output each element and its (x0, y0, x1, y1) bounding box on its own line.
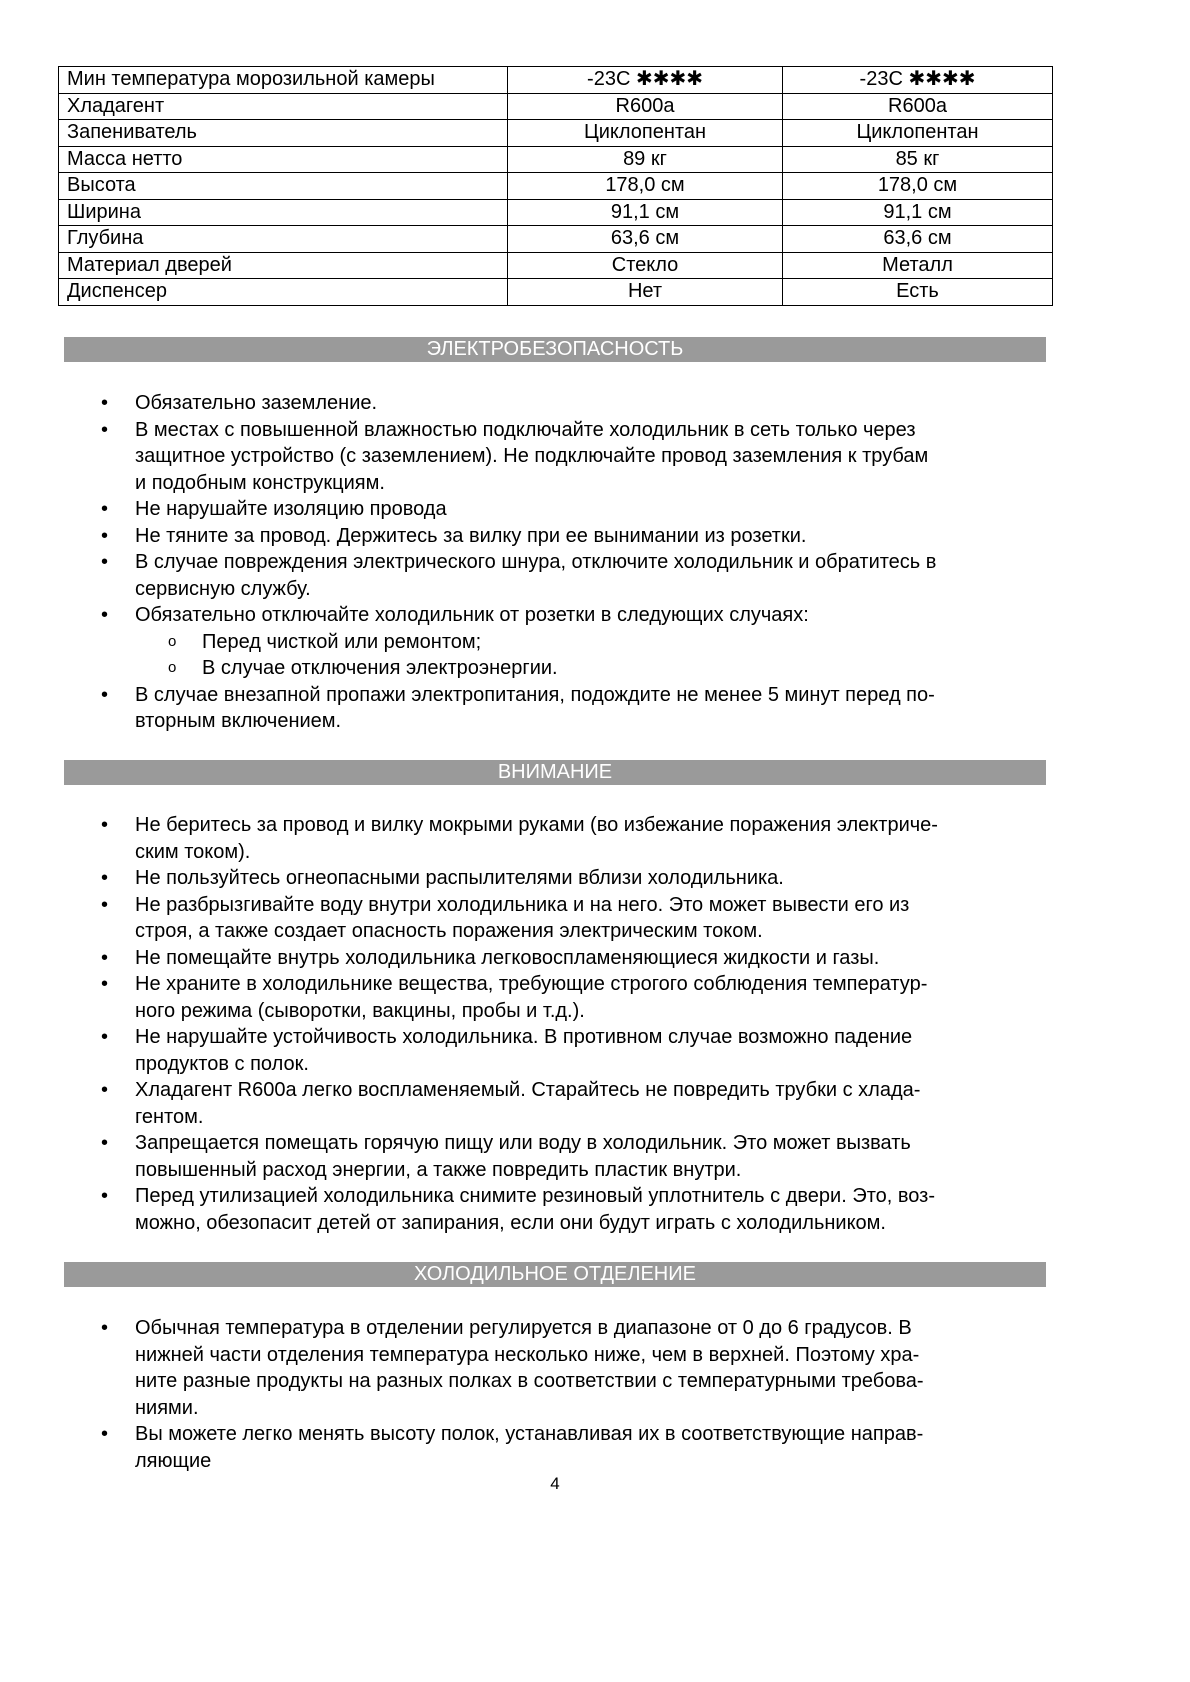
spec-label: Ширина (59, 199, 508, 226)
spec-value: 89 кг (508, 146, 783, 173)
list-item-text: Не тяните за провод. Держитесь за вилку при ее вынимании из розетки. (135, 524, 807, 547)
table-row (59, 67, 1053, 94)
list-item-text: Хладагент R600a легко воспламеняемый. Старайтесь не повредить трубки с хлада- гентом. (135, 1079, 921, 1128)
spec-value: Металл (783, 252, 1053, 279)
table-row (59, 226, 1053, 253)
list-item (0, 655, 1102, 682)
spec-label: Мин температура морозильной камеры (59, 67, 508, 94)
list-item (0, 865, 1035, 892)
spec-value: Нет (508, 279, 783, 306)
list-item (0, 1315, 1035, 1421)
list-item (0, 523, 1035, 550)
spec-label: Высота (59, 173, 508, 200)
spec-value: 85 кг (783, 146, 1053, 173)
specs-table (58, 66, 1053, 306)
bullet-icon: • (101, 524, 109, 547)
bullet-icon: • (101, 683, 109, 706)
list-item-text: Вы можете легко менять высоту полок, устанавливая их в соответствующие направ- ляющие (135, 1423, 924, 1472)
list-item (0, 892, 1035, 945)
list-item (0, 1024, 1035, 1077)
list-item-text: Не храните в холодильнике вещества, требующие строгого соблюдения температур- ного режима (сыворотки, вакцины, пробы и т.д.). (135, 973, 928, 1022)
list-item (0, 971, 1035, 1024)
list-item-text: Не беритесь за провод и вилку мокрыми руками (во избежание поражения электриче- ским током). (135, 814, 938, 863)
bullet-icon: • (101, 392, 109, 414)
bullet-icon: • (101, 498, 109, 520)
section-header-electrical-safety: ЭЛЕКТРОБЕЗОПАСНОСТЬ (64, 337, 1046, 362)
bullet-icon: • (101, 1026, 109, 1048)
bullet-icon: • (101, 893, 109, 916)
bullet-icon: o (168, 632, 177, 650)
bullet-icon: • (101, 973, 109, 995)
list-item-text: Обязательно заземление. (135, 392, 378, 414)
list-item (0, 812, 1035, 865)
bullet-icon: • (101, 1132, 109, 1154)
list-item (0, 549, 1035, 602)
table-row (59, 93, 1053, 120)
spec-value: Стекло (508, 252, 783, 279)
bullet-icon: • (101, 867, 109, 889)
list-item-text: Обычная температура в отделении регулируется в диапазоне от 0 до 6 градусов. В нижней части отделения температура несколько ниже, чем в верхней. Поэтому хра- ните разные продукты на разных полках в соответствии с температурными требова- ниями. (135, 1317, 924, 1419)
table-row (59, 146, 1053, 173)
spec-value: 178,0 см (783, 173, 1053, 200)
spec-value: Циклопентан (783, 120, 1053, 147)
bullet-icon: • (101, 1317, 109, 1339)
table-row (59, 199, 1053, 226)
spec-label: Диспенсер (59, 279, 508, 306)
electrical-safety-list (0, 390, 1102, 735)
spec-value: 63,6 см (783, 226, 1053, 253)
spec-label: Масса нетто (59, 146, 508, 173)
list-item-text: В случае отключения электроэнергии. (202, 657, 558, 679)
bullet-icon: • (101, 814, 109, 836)
table-row (59, 252, 1053, 279)
spec-value: -23C ✱✱✱✱ (508, 67, 783, 94)
table-row (59, 173, 1053, 200)
spec-label: Глубина (59, 226, 508, 253)
list-item-text: Не разбрызгивайте воду внутри холодильника и на него. Это может вывести его из строя, а также создает опасность поражения электрическим током. (135, 893, 910, 942)
list-item (0, 602, 1035, 629)
spec-value: 91,1 см (783, 199, 1053, 226)
bullet-icon: • (101, 604, 109, 626)
list-item-text: В случае повреждения электрического шнура, отключите холодильник и обратитесь в сервисную службу. (135, 551, 937, 600)
fridge-compartment-list (0, 1315, 1035, 1474)
spec-label: Материал дверей (59, 252, 508, 279)
bullet-icon: • (101, 418, 109, 441)
bullet-icon: • (101, 1079, 109, 1101)
spec-label: Запениватель (59, 120, 508, 147)
section-header-attention: ВНИМАНИЕ (64, 760, 1046, 785)
spec-label: Хладагент (59, 93, 508, 120)
list-item (0, 629, 1102, 656)
list-item-text: В случае внезапной пропажи электропитания, подождите не менее 5 минут перед по- вторным включением. (135, 683, 935, 732)
spec-value: Циклопентан (508, 120, 783, 147)
list-item-text: Не пользуйтесь огнеопасными распылителями вблизи холодильника. (135, 867, 784, 889)
spec-value: Есть (783, 279, 1053, 306)
bullet-icon: • (101, 946, 109, 969)
list-item (0, 1077, 1035, 1130)
list-item (0, 496, 1035, 523)
list-item (0, 945, 1035, 972)
spec-value: 91,1 см (508, 199, 783, 226)
table-row (59, 120, 1053, 147)
list-item (0, 390, 1035, 417)
bullet-icon: • (101, 551, 109, 573)
list-item-text: В местах с повышенной влажностью подключайте холодильник в сеть только через защитное устройство (с заземлением). Не подключайте провод заземления к трубам и подобным конструкциям. (135, 418, 929, 494)
spec-value: R600a (783, 93, 1053, 120)
spec-value: 63,6 см (508, 226, 783, 253)
list-item (0, 1421, 1035, 1474)
spec-value: R600a (508, 93, 783, 120)
bullet-icon: o (168, 659, 177, 676)
bullet-icon: • (101, 1185, 109, 1207)
spec-value: -23C ✱✱✱✱ (783, 67, 1053, 94)
list-item-text: Запрещается помещать горячую пищу или воду в холодильник. Это может вызвать повышенный расход энергии, а также повредить пластик внутри. (135, 1132, 911, 1181)
list-item-text: Не нарушайте устойчивость холодильника. В противном случае возможно падение продуктов с полок. (135, 1026, 913, 1075)
list-item (0, 682, 1035, 735)
list-item-text: Перед утилизацией холодильника снимите резиновый уплотнитель с двери. Это, воз- можно, обезопасит детей от запирания, если они будут играть с холодильником. (135, 1185, 935, 1234)
list-item-text: Перед чисткой или ремонтом; (202, 630, 482, 653)
section-header-fridge-compartment: ХОЛОДИЛЬНОЕ ОТДЕЛЕНИЕ (64, 1262, 1046, 1287)
list-item (0, 417, 1035, 497)
list-item-text: Не нарушайте изоляцию провода (135, 498, 447, 520)
list-item-text: Не помещайте внутрь холодильника легковоспламеняющиеся жидкости и газы. (135, 946, 880, 969)
list-item (0, 1183, 1035, 1236)
attention-list (0, 812, 1035, 1236)
table-row (59, 279, 1053, 306)
page-number: 4 (550, 1474, 560, 1493)
list-item (0, 1130, 1035, 1183)
bullet-icon: • (101, 1423, 109, 1445)
spec-value: 178,0 см (508, 173, 783, 200)
list-item-text: Обязательно отключайте холодильник от розетки в следующих случаях: (135, 604, 809, 626)
